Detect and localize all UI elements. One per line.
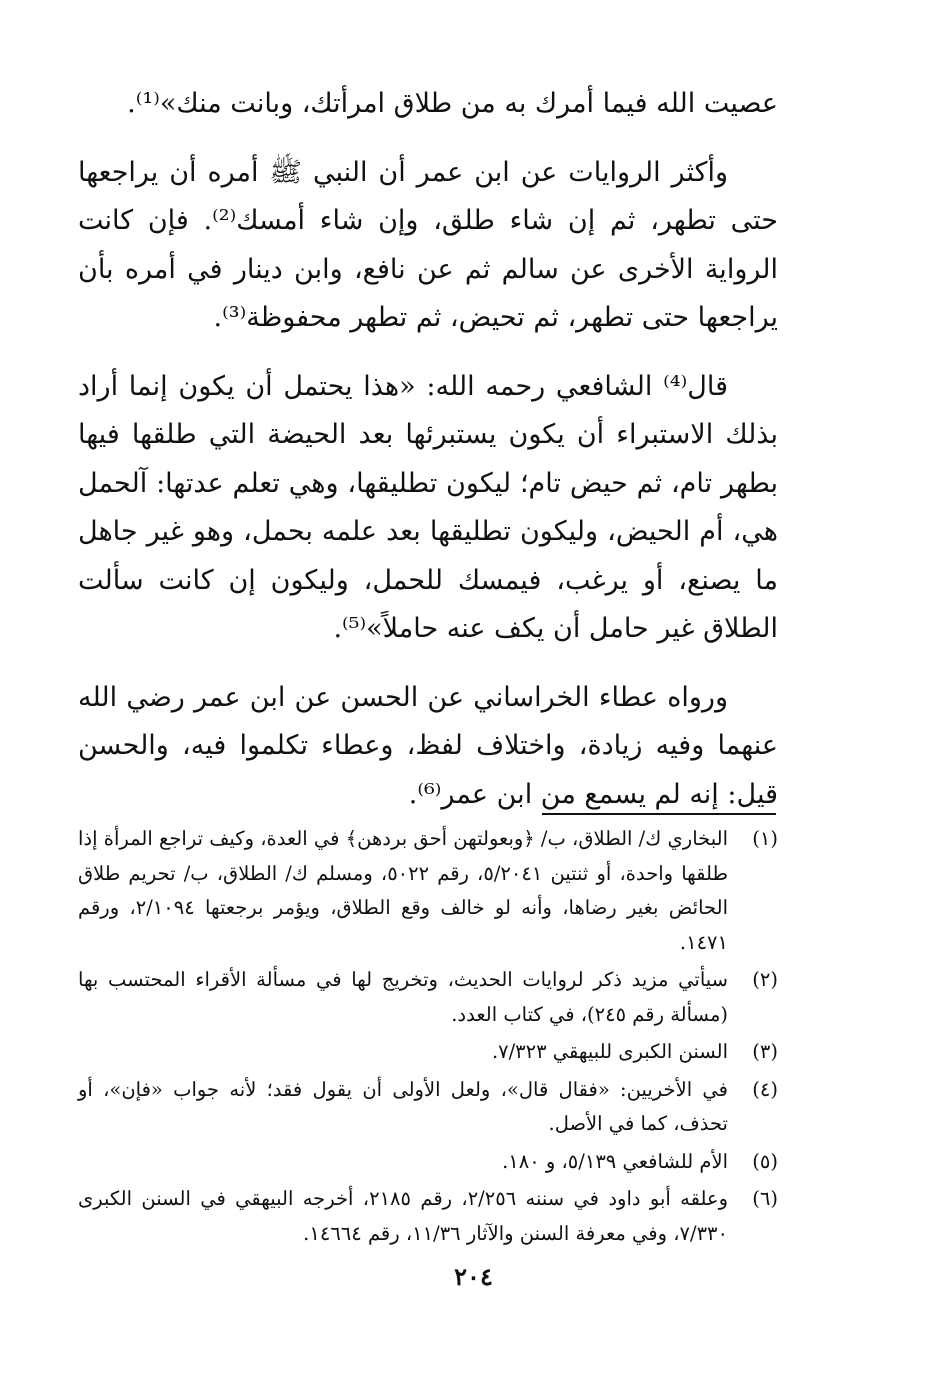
footnote-number: (٥) xyxy=(752,1149,778,1173)
footnote-number: (٦) xyxy=(752,1187,778,1210)
footnote-text: سيأتي مزيد ذكر لروايات الحديث، وتخريج لها في مسألة الأقراء المحتسب بها (مسألة رقم ٢٤٥)، في كتاب العدد. xyxy=(78,968,728,1026)
footnote-5 xyxy=(78,1145,778,1180)
footnotes xyxy=(78,822,778,1254)
footnote-number: (٣) xyxy=(752,1040,778,1063)
footnote-text: البخاري ك/ الطلاق، ب/ ﴿وبعولتهن أحق بردهن﴾ في العدة، وكيف تراجع المرأة إذا طلقها واحدة، أو ثنتين ٥/٢٠٤١، رقم ٥٠٢٢، ومسلم ك/ الطلاق، ب/ تحريم طلاق الحائض بغير رضاها، وأنه لو خالف وقع الطلاق، ويؤمر برجعتها ٢/١٠٩٤، ورقم ١٤٧١. xyxy=(78,827,728,954)
footnote-number: (٤) xyxy=(752,1077,778,1101)
footnote-3 xyxy=(78,1035,778,1070)
paragraph-1: عصيت الله فيما أمرك به من طلاق امرأتك، وبانت منك»⁽¹⁾. xyxy=(127,88,778,119)
footnote-number: (٢) xyxy=(752,968,778,991)
page-number: ٢٠٤ xyxy=(454,1262,493,1291)
footnote-text: الأم للشافعي ٥/١٣٩، و ١٨٠. xyxy=(502,1149,728,1173)
footnote-4 xyxy=(78,1073,778,1142)
paragraph-3: قال⁽⁴⁾ الشافعي رحمه الله: «هذا يحتمل أن يكون إنما أراد بذلك الاستبراء أن يكون يستبرئها بعد الحيضة التي طلقها فيها بطهر تام، ثم حيض تام؛ ليكون تطليقها، وهي تعلم عدتها: آلحمل هي، أم الحيض، وليكون تطليقها بعد علمه بحمل، وهو غير جاهل ما يصنع، أو يرغب، فيمسك للحمل، وليكون إن كانت سألت الطلاق غير حامل أن يكف عنه حاملاً»⁽⁵⁾. xyxy=(78,370,778,644)
footnote-6 xyxy=(78,1182,778,1251)
footnote-2 xyxy=(78,963,778,1032)
main-text xyxy=(78,80,778,819)
footnote-1 xyxy=(78,822,778,960)
footnote-divider xyxy=(542,813,776,815)
footnote-text: السنن الكبرى للبيهقي ٧/٣٢٣. xyxy=(491,1040,728,1063)
paragraph-4: ورواه عطاء الخراساني عن الحسن عن ابن عمر رضي الله عنهما وفيه زيادة، واختلاف لفظ، وعطاء تكلموا فيه، والحسن قيل: إنه لم يسمع من ابن عمر⁽⁶⁾. xyxy=(78,681,778,810)
footnote-number: (١) xyxy=(752,827,778,850)
footnote-text: وعلقه أبو داود في سننه ٢/٢٥٦، رقم ٢١٨٥، أخرجه البيهقي في السنن الكبرى ٧/٣٣٠، وفي معرفة السنن والآثار ١١/٣٦، رقم ١٤٦٦٤. xyxy=(78,1187,728,1245)
footnote-text: في الأخريين: «فقال قال»، ولعل الأولى أن يقول فقد؛ لأنه جواب «فإن»، أو تحذف، كما في الأصل. xyxy=(78,1077,728,1135)
paragraph-2: وأكثر الروايات عن ابن عمر أن النبي ﷺ أمره أن يراجعها حتى تطهر، ثم إن شاء طلق، وإن شاء أمسك⁽²⁾. فإن كانت الرواية الأخرى عن سالم ثم عن نافع، وابن دينار في أمره بأن يراجعها حتى تطهر، ثم تحيض، ثم تطهر محفوظة⁽³⁾. xyxy=(78,156,779,333)
